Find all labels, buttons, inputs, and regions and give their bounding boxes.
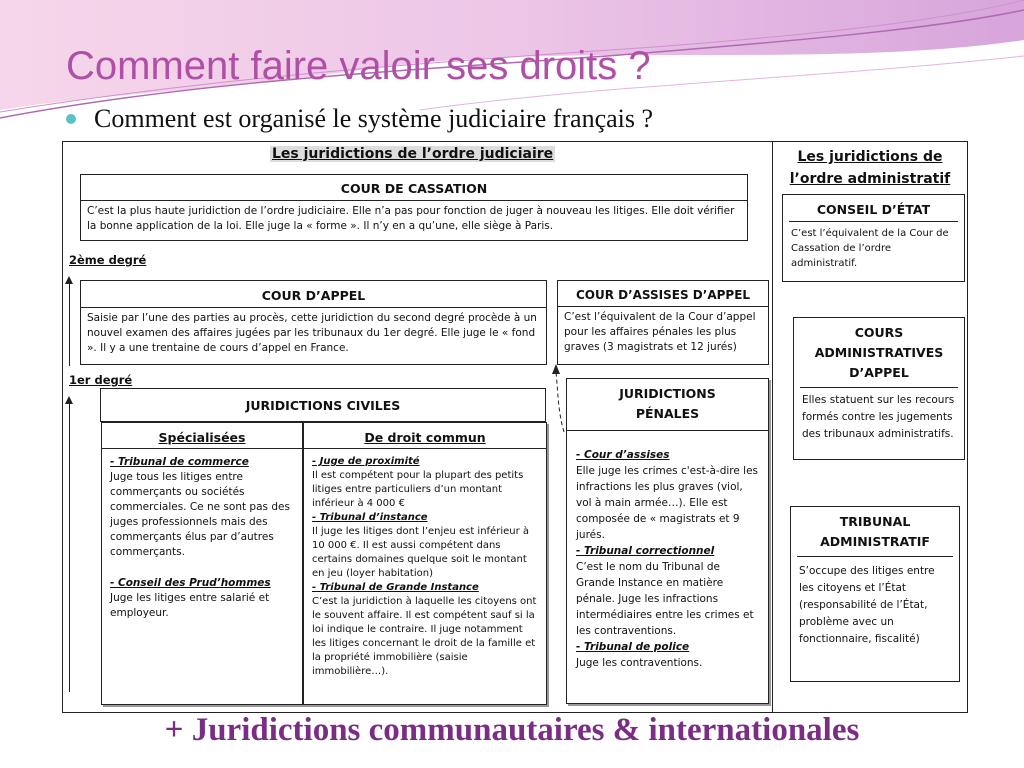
cours-administratives-box (793, 317, 965, 460)
juridictions-penales-box (566, 378, 769, 704)
tribunal-administratif-text: S’occupe des litiges entre les citoyens et l’État (responsabilité de l’État, problème avec un fonctionnaire, fiscalité) (799, 565, 935, 645)
judicial-order-header: Les juridictions de l’ordre judiciaire (272, 146, 554, 162)
tribunal-de-commerce-text: Juge tous les litiges entre commerçants ou sociétés commerciales. Ce ne sont pas des juges professionnels mais des commerçants élus par d’autres commerçants. (110, 471, 290, 558)
slide-footer: + Juridictions communautaires & internationales (164, 712, 860, 748)
droit-commun-column (303, 422, 547, 705)
cour-d-assises-text: Elle juge les crimes c'est-à-dire les infractions les plus graves (viol, vol à main armée…). Elle est composée de « magistrats et 9 jurés. (576, 465, 759, 541)
conseil-d-etat-box (782, 194, 965, 282)
juridictions-civiles-title: JURIDICTIONS CIVILES (245, 398, 401, 413)
order-divider (772, 141, 773, 712)
cour-d-appel-box (80, 280, 547, 365)
tribunal-administratif-box (790, 506, 960, 682)
cour-d-appel-title: COUR D’APPEL (81, 281, 546, 308)
degree-arrow-upper (69, 284, 70, 366)
slide-subtitle: Comment est organisé le système judiciaire français ? (94, 104, 654, 133)
juridictions-penales-title: JURIDICTIONS PÉNALES (567, 379, 768, 431)
tribunal-administratif-title: TRIBUNAL ADMINISTRATIF (797, 507, 953, 557)
droit-commun-title: De droit commun (304, 423, 546, 449)
cour-de-cassation-title: COUR DE CASSATION (81, 175, 747, 201)
degree-1-label: 1er degré (69, 373, 133, 387)
tribunal-de-commerce-name: - Tribunal de commerce (110, 456, 249, 468)
conseil-d-etat-title: CONSEIL D’ÉTAT (789, 195, 958, 222)
tribunal-grande-instance-name: - Tribunal de Grande Instance (312, 582, 479, 593)
administrative-order-header: Les juridictions de l’ordre administratif (789, 149, 951, 187)
arrow-up-icon (65, 276, 73, 284)
cour-d-assises-name: - Cour d’assises (576, 449, 670, 461)
specialisees-title: Spécialisées (102, 423, 302, 449)
cour-d-assises-d-appel-title: COUR D’ASSISES D’APPEL (558, 281, 768, 307)
tribunal-grande-instance-text: C’est la juridiction à laquelle les citoyens ont le souvent affaire. Il est compétent sauf si la loi indique le contraire. Il juge notamment les litiges concernant le droit de la famille et la propriété immobilière (saisie immobilière…). (312, 596, 537, 677)
cour-de-cassation-text: C’est la plus haute juridiction de l’ordre judiciaire. Elle n’a pas pour fonction de juger à nouveau les litiges. Elle doit vérifier la bonne application de la loi. Elle juge la « forme ». Il n’y en a qu’une, elle siège à Paris. (87, 205, 735, 232)
bullet-dot-icon (66, 114, 76, 124)
tribunal-d-instance-text: Il juge les litiges dont l’enjeu est inférieur à 10 000 €. Il est aussi compétent dans certains domaines quelque soit le montant en jeu (loyer habitation) (312, 526, 530, 579)
cour-d-assises-d-appel-box (557, 280, 769, 365)
tribunal-de-police-text: Juge les contraventions. (576, 657, 703, 669)
arrow-up-icon (65, 396, 73, 404)
juge-de-proximite-name: - Juge de proximité (312, 456, 420, 467)
cours-administratives-text: Elles statuent sur les recours formés contre les jugements des tribunaux administratifs. (802, 394, 955, 440)
conseil-prudhommes-name: - Conseil des Prud’hommes (110, 577, 271, 589)
bullet-line (66, 104, 653, 134)
specialisees-column (101, 422, 303, 705)
juridictions-civiles-box (100, 388, 546, 422)
juge-de-proximite-text: Il est compétent pour la plupart des petits litiges entre particuliers d’un montant inférieur à 4 000 € (312, 470, 524, 509)
conseil-prudhommes-text: Juge les litiges entre salarié et employeur. (110, 592, 270, 619)
cour-d-appel-text: Saisie par l’une des parties au procès, cette juridiction du second degré procède à un nouvel examen des affaires jugées par les tribunaux du 1er degré. Elle juge le « fond ». Il y a une trentaine de cours d’appel en France. (87, 312, 537, 354)
tribunal-correctionnel-text: C’est le nom du Tribunal de Grande Instance en matière pénale. Juge les infractions intermédiaires entre les crimes et les contraventions. (576, 561, 754, 637)
degree-2-label: 2ème degré (69, 253, 147, 267)
tribunal-d-instance-name: - Tribunal d’instance (312, 512, 428, 523)
tribunal-correctionnel-name: - Tribunal correctionnel (576, 545, 715, 557)
cour-d-assises-d-appel-text: C’est l’équivalent de la Cour d’appel pour les affaires pénales les plus graves (3 magistrats et 12 jurés) (564, 311, 756, 353)
slide-title: Comment faire valoir ses droits ? (66, 44, 651, 88)
degree-arrow-lower (69, 404, 70, 692)
cour-de-cassation-box (80, 174, 748, 241)
cours-administratives-title: COURS ADMINISTRATIVES D’APPEL (800, 318, 958, 388)
tribunal-de-police-name: - Tribunal de police (576, 641, 690, 653)
conseil-d-etat-text: C’est l’équivalent de la Cour de Cassation de l’ordre administratif. (791, 228, 949, 269)
